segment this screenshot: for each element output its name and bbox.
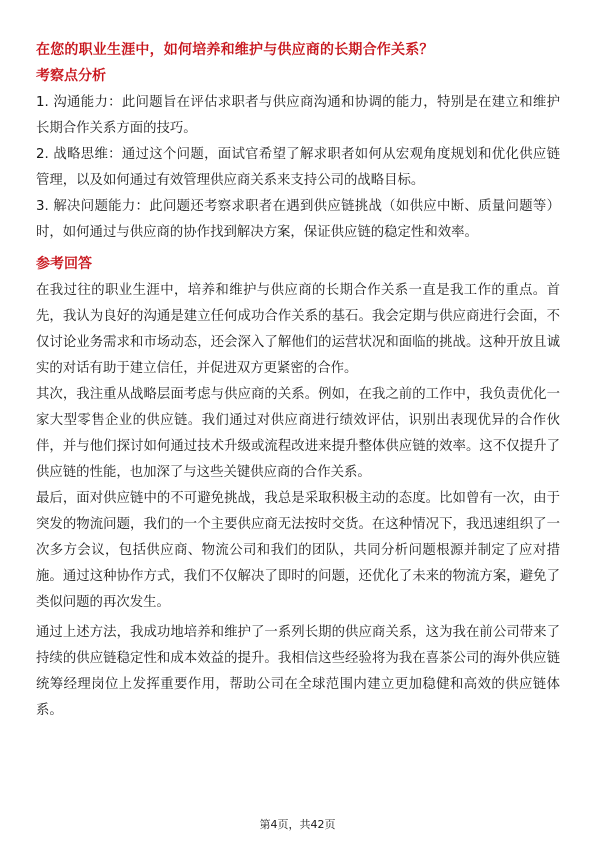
analysis-item: 3. 解决问题能力：此问题还考察求职者在遇到供应链挑战（如供应中断、质量问题等）时，如何通过与供应商的协作找到解决方案，保证供应链的稳定性和效率。 xyxy=(36,199,560,240)
page-number: 第4页，共42页 xyxy=(259,818,336,831)
analysis-item: 2. 战略思维：通过这个问题，面试官希望了解求职者如何从宏观角度规划和优化供应链管理，以及如何通过有效管理供应商关系来支持公司的战略目标。 xyxy=(36,147,560,188)
question-heading: 在您的职业生涯中，如何培养和维护与供应商的长期合作关系？ xyxy=(36,42,434,58)
analysis-item: 1. 沟通能力：此问题旨在评估求职者与供应商沟通和协调的能力，特别是在建立和维护长期合作关系方面的技巧。 xyxy=(36,95,560,136)
answer-paragraph: 最后，面对供应链中的不可避免挑战，我总是采取积极主动的态度。比如曾有一次，由于突发的物流问题，我们的一个主要供应商无法按时交货。在这种情况下，我迅速组织了一次多方会议，包括供应商、物流公司和我们的团队，共同分析问题根源并制定了应对措施。通过这种协作方式，我们不仅解决了即时的问题，还优化了未来的物流方案，避免了类似问题的再次发生。 xyxy=(36,491,560,610)
answer-paragraph: 通过上述方法，我成功地培养和维护了一系列长期的供应商关系，这为我在前公司带来了持续的供应链稳定性和成本效益的提升。我相信这些经验将为我在喜茶公司的海外供应链统筹经理岗位上发挥重要作用，帮助公司在全球范围内建立更加稳健和高效的供应链体系。 xyxy=(36,625,560,718)
answer-paragraph: 其次，我注重从战略层面考虑与供应商的关系。例如，在我之前的工作中，我负责优化一家大型零售企业的供应链。我们通过对供应商进行绩效评估，识别出表现优异的合作伙伴，并与他们探讨如何通过技术升级或流程改进来提升整体供应链的效率。这不仅提升了供应链的性能，也加深了与这些关键供应商的合作关系。 xyxy=(36,387,560,480)
page-content xyxy=(36,40,560,724)
answer-section-title: 参考回答 xyxy=(36,256,92,272)
analysis-section-title: 考察点分析 xyxy=(36,68,106,84)
answer-paragraph: 在我过往的职业生涯中，培养和维护与供应商的长期合作关系一直是我工作的重点。首先，我认为良好的沟通是建立任何成功合作关系的基石。我会定期与供应商进行会面，不仅讨论业务需求和市场动态，还会深入了解他们的运营状况和面临的挑战。这种开放且诚实的对话有助于建立信任，并促进双方更紧密的合作。 xyxy=(36,283,560,376)
